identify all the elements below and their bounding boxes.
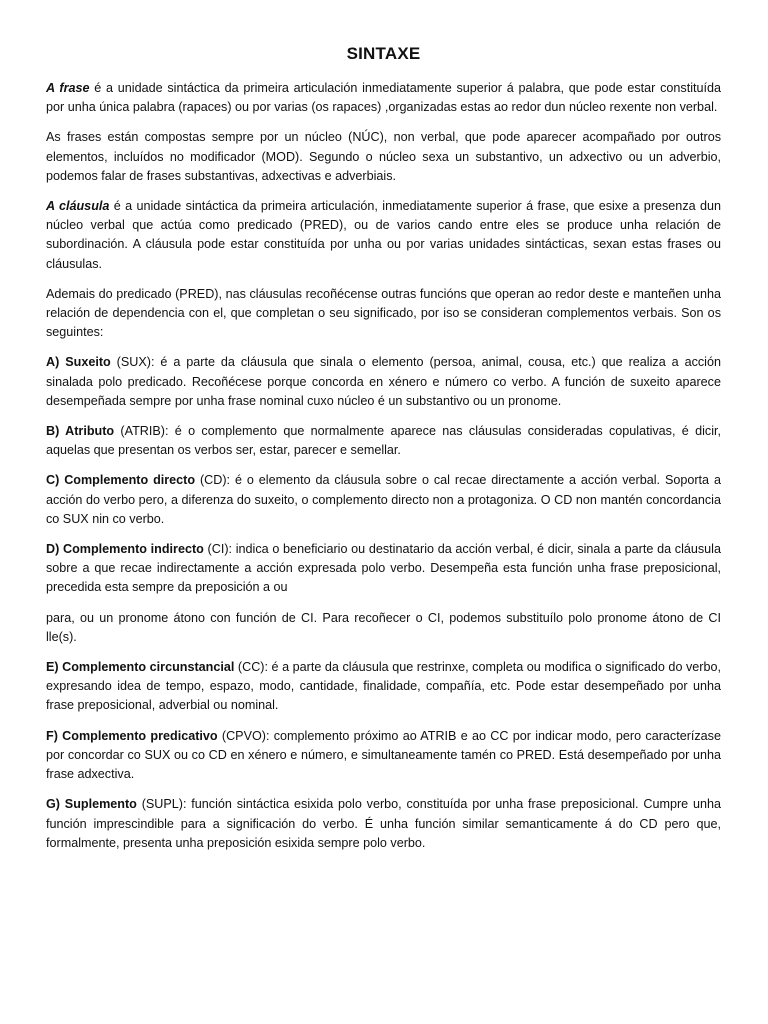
term-atributo: B) Atributo	[46, 424, 115, 439]
term-complemento-indirecto: D) Complemento indirecto	[46, 542, 204, 557]
paragraph-complemento-predicativo	[46, 727, 721, 785]
document-page	[46, 44, 721, 864]
paragraph-frase	[46, 79, 721, 117]
paragraph-suxeito-text: (SUX): é a parte da cláusula que sinala o elemento (persoa, animal, cousa, etc.) que realiza a acción sinalada polo predicado. Recoñécese porque concorda en xénero e número co verbo. A función de suxeito aparece desempeñada sempre por unha frase nominal cuxo núcleo é un substantivo ou un pronome.	[46, 355, 721, 408]
paragraph-clausula-text: é a unidade sintáctica da primeira articulación, inmediatamente superior á frase, que esixe a presenza dun núcleo verbal que actúa como predicado (PRED), ou de varios cando entre eles se produce unha relación de subordinación. A cláusula pode estar constituída por unha ou por varias unidades sintácticas, sexan estas frases ou cláusulas.	[46, 199, 721, 271]
paragraph-complemento-circunstancial-text: (CC): é a parte da cláusula que restrinxe, completa ou modifica o significado do verbo, expresando idea de tempo, espazo, modo, cantidade, finalidade, compañía, etc. Pode estar desempeñado por unha frase preposicional, adverbial ou nominal.	[46, 660, 721, 713]
term-complemento-directo: C) Complemento directo	[46, 473, 196, 488]
term-suplemento: G) Suplemento	[46, 797, 137, 812]
paragraph-complemento-circunstancial	[46, 658, 721, 716]
paragraph-frases-composicion	[46, 128, 721, 186]
page-title: SINTAXE	[346, 44, 421, 63]
paragraph-complemento-indirecto-cont-text: para, ou un pronome átono con función de CI. Para recoñecer o CI, podemos substituílo polo pronome átono de CI lle(s).	[46, 610, 721, 644]
paragraph-suxeito	[46, 353, 721, 411]
term-complemento-circunstancial: E) Complemento circunstancial	[46, 660, 235, 675]
paragraph-complementos-intro	[46, 285, 721, 343]
paragraph-frase-text: é a unidade sintáctica da primeira articulación inmediatamente superior á palabra, que pode estar constituída por unha única palabra (rapaces) ou por varias (os rapaces) ,organizadas estas ao redor dun núcleo rexente non verbal.	[46, 81, 722, 115]
paragraph-atributo	[46, 422, 721, 460]
paragraph-complemento-indirecto	[46, 540, 721, 598]
paragraph-complemento-indirecto-text: (CI): indica o beneficiario ou destinatario da acción verbal, é dicir, sinala a parte da cláusula sobre a que recae indirectamente a acción expresada polo verbo. Desempeña esta función unha frase preposicional, precedida esta sempre da preposición a ou	[46, 542, 721, 595]
paragraph-suplemento	[46, 795, 721, 853]
paragraph-complemento-indirecto-cont	[46, 609, 721, 647]
term-complemento-predicativo: F) Complemento predicativo	[46, 728, 218, 743]
paragraph-complemento-directo-text: (CD): é o elemento da cláusula sobre o cal recae directamente a acción verbal. Soporta a acción do verbo pero, a diferenza do suxeito, o complemento directo non a protagoniza. O CD non mantén concordancia co SUX nin co verbo.	[46, 473, 721, 526]
paragraph-clausula	[46, 197, 721, 274]
paragraph-atributo-text: (ATRIB): é o complemento que normalmente aparece nas cláusulas consideradas copulativas, é dicir, aquelas que presentan os verbos ser, estar, parecer e semellar.	[46, 424, 722, 458]
paragraph-complementos-intro-text: Ademais do predicado (PRED), nas cláusulas recoñécense outras funcións que operan ao redor deste e manteñen unha relación de dependencia con el, que completan o seu significado, por iso se consideran complementos verbais. Son os seguintes:	[46, 286, 721, 340]
paragraph-suplemento-text: (SUPL): función sintáctica esixida polo verbo, constituída por unha frase preposicional. Cumpre unha función imprescindible para a significación do verbo. É unha función similar semanticamente á do CD pero que, formalmente, presenta unha preposición esixida sempre polo verbo.	[46, 797, 721, 850]
paragraph-complemento-predicativo-text: (CPVO): complemento próximo ao ATRIB e ao CC por indicar modo, pero caracterízase por concordar co SUX ou co CD en xénero e número, e simultaneamente tamén co PRED. Está desempeñado por unha frase adxectiva.	[46, 728, 721, 782]
term-frase: A frase	[46, 81, 90, 95]
paragraph-complemento-directo	[46, 471, 721, 529]
term-clausula: A cláusula	[46, 199, 110, 214]
paragraph-frases-composicion-text: As frases están compostas sempre por un núcleo (NÚC), non verbal, que pode aparecer acompañado por outros elementos, incluídos no modificador (MOD). Segundo o núcleo sexa un substantivo, un adxectivo ou un adverbio, podemos falar de frases substantivas, adxectivas e adverbiais.	[46, 130, 721, 183]
term-suxeito: A) Suxeito	[46, 355, 111, 370]
